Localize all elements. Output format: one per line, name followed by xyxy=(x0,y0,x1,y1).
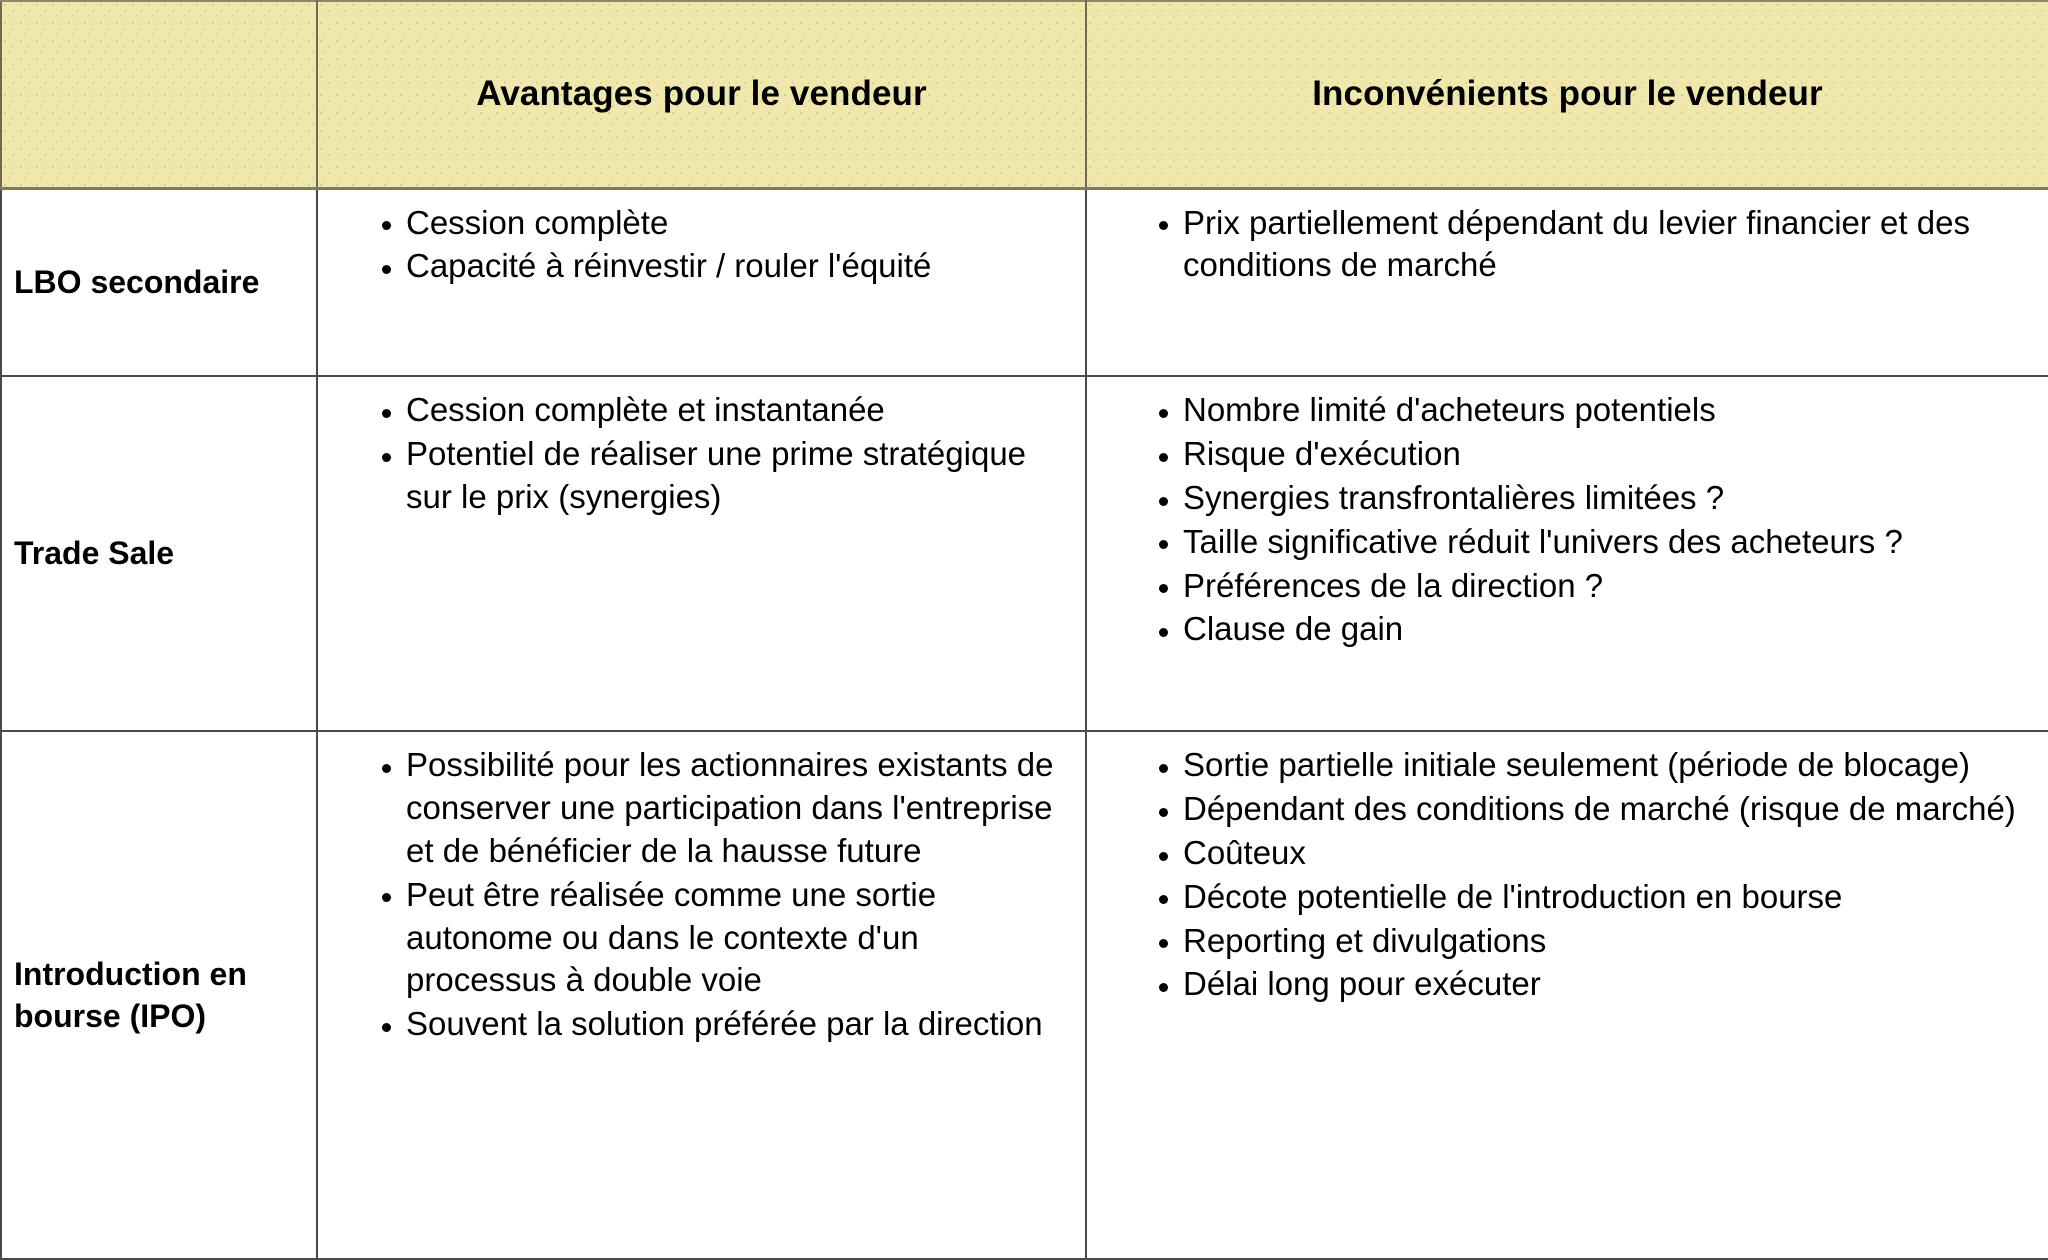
list-item: Cession complète et instantanée xyxy=(380,389,1067,432)
list-item: Nombre limité d'acheteurs potentiels xyxy=(1157,389,2038,432)
row-pros-lbo-secondaire xyxy=(317,188,1086,376)
row-cons-lbo-secondaire xyxy=(1086,188,2048,376)
row-pros-introduction-en-bourse xyxy=(317,731,1086,1259)
list-item: Décote potentielle de l'introduction en bourse xyxy=(1157,876,2038,919)
list-item: Clause de gain xyxy=(1157,608,2038,651)
list-item: Capacité à réinvestir / rouler l'équité xyxy=(380,245,1067,288)
list-item: Souvent la solution préférée par la direction xyxy=(380,1003,1067,1046)
list-item: Délai long pour exécuter xyxy=(1157,963,2038,1006)
table-header xyxy=(1,1,2048,188)
header-row xyxy=(1,1,2048,188)
table-body xyxy=(1,188,2048,1259)
row-pros-trade-sale xyxy=(317,376,1086,731)
list-item: Risque d'exécution xyxy=(1157,433,2038,476)
list-item: Dépendant des conditions de marché (risque de marché) xyxy=(1157,788,2038,831)
list-item: Préférences de la direction ? xyxy=(1157,565,2038,608)
list-item: Taille significative réduit l'univers des acheteurs ? xyxy=(1157,521,2038,564)
bullet-list xyxy=(1113,744,2038,1006)
table-row xyxy=(1,188,2048,376)
list-item: Sortie partielle initiale seulement (période de blocage) xyxy=(1157,744,2038,787)
list-item: Peut être réalisée comme une sortie autonome ou dans le contexte d'un processus à double voie xyxy=(380,874,1067,1003)
bullet-list xyxy=(336,389,1067,519)
row-label-introduction-en-bourse: Introduction en bourse (IPO) xyxy=(1,731,317,1259)
bullet-list xyxy=(336,202,1067,289)
header-corner-cell xyxy=(1,1,317,188)
row-cons-trade-sale xyxy=(1086,376,2048,731)
header-cons: Inconvénients pour le vendeur xyxy=(1086,1,2048,188)
row-cons-introduction-en-bourse xyxy=(1086,731,2048,1259)
list-item: Synergies transfrontalières limitées ? xyxy=(1157,477,2038,520)
list-item: Potentiel de réaliser une prime stratégique sur le prix (synergies) xyxy=(380,433,1067,519)
bullet-list xyxy=(336,744,1067,1046)
table-row xyxy=(1,731,2048,1259)
bullet-list xyxy=(1113,202,2038,288)
bullet-list xyxy=(1113,389,2038,651)
list-item: Possibilité pour les actionnaires existants de conserver une participation dans l'entreprise et de bénéficier de la hausse future xyxy=(380,744,1067,873)
list-item: Prix partiellement dépendant du levier financier et des conditions de marché xyxy=(1157,202,2038,288)
list-item: Coûteux xyxy=(1157,832,2038,875)
row-label-trade-sale: Trade Sale xyxy=(1,376,317,731)
list-item: Cession complète xyxy=(380,202,1067,245)
table-row xyxy=(1,376,2048,731)
header-pros: Avantages pour le vendeur xyxy=(317,1,1086,188)
list-item: Reporting et divulgations xyxy=(1157,920,2038,963)
row-label-lbo-secondaire: LBO secondaire xyxy=(1,188,317,376)
